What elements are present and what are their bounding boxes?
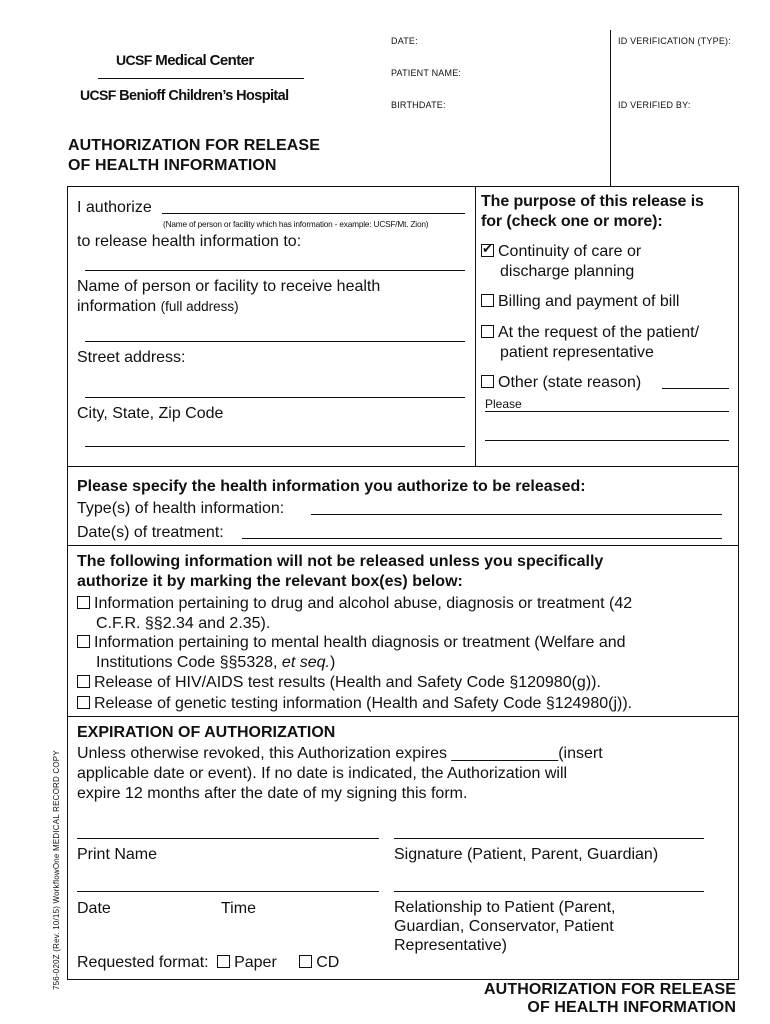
logo-secondary-text: Benioff Children’s Hospital [119,88,289,104]
date-sign-label: Date [77,900,111,917]
special-item-genetic[interactable] [77,694,632,714]
checkbox-other[interactable] [481,375,494,388]
logo-prefix: UCSF [80,87,116,103]
checkbox-patient-request[interactable] [481,325,494,338]
checkbox-hiv[interactable] [77,675,90,688]
expiration-line1: Unless otherwise revoked, this Authorization expires ____________(insert [77,745,603,762]
purpose-heading-line2: for (check one or more): [481,213,663,230]
checkbox-continuity[interactable] [481,244,494,257]
relationship-label [394,898,615,955]
checkbox-paper[interactable] [217,955,230,968]
purpose-divider [475,187,476,467]
id-verification-label: ID VERIFICATION (TYPE): [618,36,731,46]
relationship-line3: Representative) [394,937,507,954]
purpose-option-label-cont: discharge planning [500,263,635,280]
street-input-line[interactable] [85,341,465,342]
checkbox-mental-health[interactable] [77,635,90,648]
signature-label: Signature (Patient, Parent, Guardian) [394,846,659,863]
signature-line[interactable] [394,838,704,839]
recipient-name-line[interactable] [85,270,465,271]
special-item-hiv[interactable] [77,673,601,693]
recipient-label-line2: information [77,298,157,315]
relationship-line2: Guardian, Conservator, Patient [394,918,614,935]
checkbox-genetic[interactable] [77,696,90,709]
purpose-option-label: Continuity of care or [498,243,642,260]
city-state-zip-label: City, State, Zip Code [77,405,224,422]
city-input-line[interactable] [85,397,465,398]
other-reason-line[interactable] [662,388,729,389]
print-name-label: Print Name [77,846,158,863]
logo-divider [98,78,304,79]
special-item-label: Release of HIV/AIDS test results (Health and Safety Code §120980(g)). [94,674,601,691]
date-label: DATE: [391,36,418,46]
form-title [68,136,320,176]
checkbox-billing[interactable] [481,294,494,307]
special-item-label: Information pertaining to drug and alcohol abuse, diagnosis or treatment (42 [94,595,633,612]
specify-heading: Please specify the health information you authorize to be released: [77,478,586,495]
types-label: Type(s) of health information: [77,500,285,517]
special-item-mental-health[interactable] [77,633,626,673]
authorizer-input-line[interactable] [162,213,465,214]
section-divider-3 [68,716,738,717]
requested-format-label: Requested format: [77,954,209,971]
checkbox-drug-alcohol[interactable] [77,596,90,609]
form-title-line2: OF HEALTH INFORMATION [68,157,277,174]
print-name-line[interactable] [77,838,379,839]
time-label: Time [221,900,256,917]
form-code-side-text: 756-020Z (Rev. 10/15) WorkflowOne MEDICAL RECORD COPY [52,750,61,990]
purpose-heading-line1: The purpose of this release is [481,193,704,210]
expiration-text [77,744,603,804]
release-to-label: to release health information to: [77,233,302,250]
patient-name-label: PATIENT NAME: [391,68,462,78]
expiration-heading: EXPIRATION OF AUTHORIZATION [77,724,336,741]
purpose-option-patient-request[interactable] [481,323,699,363]
id-verified-by-label: ID VERIFIED BY: [618,100,691,110]
i-authorize-label: I authorize [77,199,152,216]
other-reason-line-2[interactable] [485,411,729,412]
recipient-label [77,277,380,317]
cd-label: CD [316,954,340,971]
special-item-label: Information pertaining to mental health diagnosis or treatment (Welfare and [94,634,626,651]
date-time-line[interactable] [77,891,379,892]
other-reason-line-3[interactable] [485,440,729,441]
purpose-option-label-cont: patient representative [500,344,654,361]
dates-input-line[interactable] [242,538,722,539]
special-heading-line2: authorize it by marking the relevant box(es) below: [77,573,463,590]
dates-label: Date(s) of treatment: [77,524,224,541]
section-divider-1 [68,466,738,467]
special-item-label-cont: Institutions Code §§5328, [96,654,278,671]
city-input-line-2[interactable] [85,446,465,447]
recipient-label-note: (full address) [160,299,239,314]
header-divider [610,30,611,186]
expiration-line2: applicable date or event). If no date is indicated, the Authorization will [77,765,568,782]
street-address-label: Street address: [77,349,186,366]
ucsf-benioff-logo [80,87,289,104]
special-item-drug-alcohol[interactable] [77,594,632,634]
form-title-line1: AUTHORIZATION FOR RELEASE [68,137,320,154]
special-heading [77,552,603,592]
special-item-label-italic: et seq. [281,654,330,671]
birthdate-label: BIRTHDATE: [391,100,446,110]
purpose-heading [481,192,704,232]
purpose-option-continuity[interactable] [481,242,641,282]
special-heading-line1: The following information will not be released unless you specifically [77,553,604,570]
special-item-label-end: ) [329,654,336,671]
recipient-label-line1: Name of person or facility to receive health [77,278,381,295]
requested-format [77,953,339,973]
purpose-option-label: At the request of the patient/ [498,324,700,341]
footer-title-line2: OF HEALTH INFORMATION [527,999,736,1016]
please-label: Please [485,397,522,411]
section-divider-2 [68,545,738,546]
checkbox-cd[interactable] [299,955,312,968]
paper-label: Paper [234,954,277,971]
relationship-line[interactable] [394,891,704,892]
purpose-option-billing[interactable] [481,292,679,312]
types-input-line[interactable] [311,514,722,515]
ucsf-medical-center-logo [116,52,254,69]
purpose-option-other[interactable] [481,373,641,393]
logo-prefix: UCSF [116,52,152,68]
footer-title-line1: AUTHORIZATION FOR RELEASE [484,981,736,998]
footer-title [484,981,736,1017]
purpose-option-label: Billing and payment of bill [498,293,680,310]
special-item-label-cont: C.F.R. §§2.34 and 2.35). [96,615,271,632]
purpose-option-label: Other (state reason) [498,374,642,391]
relationship-line1: Relationship to Patient (Parent, [394,899,616,916]
special-item-label: Release of genetic testing information (Health and Safety Code §124980(j)). [94,695,633,712]
logo-primary-text: Medical Center [155,52,254,69]
authorizer-hint: (Name of person or facility which has information - example: UCSF/Mt. Zion) [163,219,429,229]
expiration-line3: expire 12 months after the date of my signing this form. [77,785,468,802]
